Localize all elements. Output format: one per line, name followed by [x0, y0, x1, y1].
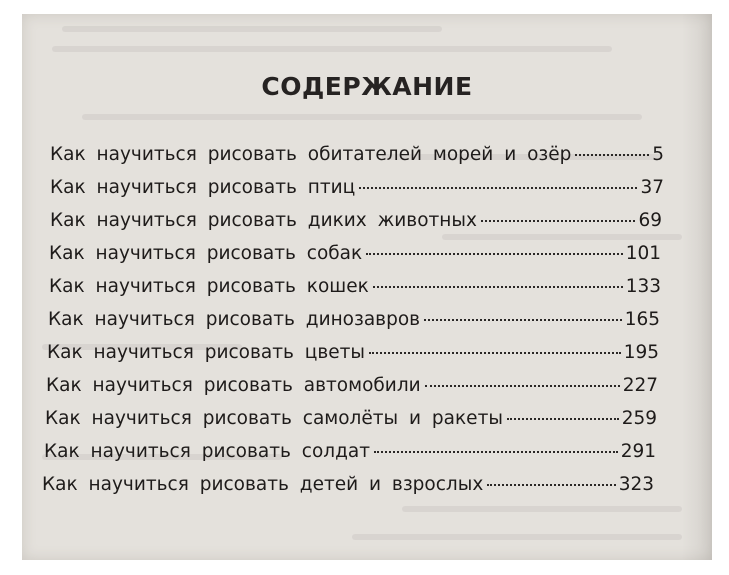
toc-entry-title: Как научиться рисовать детей и взрослых	[42, 474, 484, 495]
toc-entry-title: Как научиться рисовать обитателей морей и озёр	[50, 144, 572, 165]
toc-entry	[46, 373, 658, 399]
toc-entry	[45, 406, 657, 432]
dot-leader	[425, 385, 620, 387]
toc-entry	[50, 175, 664, 201]
toc-entry	[49, 274, 661, 300]
dot-leader	[369, 352, 621, 354]
toc-entry-page: 5	[652, 144, 664, 165]
toc-entry-page: 69	[638, 210, 662, 231]
toc-entry-page: 133	[625, 276, 661, 297]
dot-leader	[575, 154, 649, 156]
toc-entry-title: Как научиться рисовать самолёты и ракеты	[45, 408, 503, 429]
toc-entry	[42, 472, 654, 498]
toc-entry-page: 227	[622, 375, 658, 396]
toc-entry	[49, 241, 661, 267]
toc-entry-page: 101	[625, 243, 661, 264]
table-of-contents	[22, 14, 712, 560]
toc-entry	[50, 208, 662, 234]
toc-entry-title: Как научиться рисовать диких животных	[50, 210, 477, 231]
toc-entry-page: 37	[640, 177, 664, 198]
book-page	[22, 14, 712, 560]
toc-entry-page: 291	[620, 441, 656, 462]
toc-entry-title: Как научиться рисовать автомобили	[46, 375, 421, 396]
dot-leader	[366, 253, 623, 255]
toc-entry-title: Как научиться рисовать динозавров	[48, 309, 421, 330]
toc-entry-title: Как научиться рисовать цветы	[47, 342, 366, 363]
dot-leader	[373, 286, 623, 288]
dot-leader	[507, 418, 619, 420]
toc-entry-title: Как научиться рисовать собак	[49, 243, 363, 264]
dot-leader	[487, 484, 615, 486]
page-edge-shadow	[682, 14, 712, 560]
toc-entry-title: Как научиться рисовать птиц	[50, 177, 356, 198]
toc-entry	[47, 340, 659, 366]
dot-leader	[359, 187, 637, 189]
toc-entry	[44, 439, 656, 465]
toc-entry-page: 323	[618, 474, 654, 495]
toc-entry-page: 165	[624, 309, 660, 330]
dot-leader	[374, 451, 618, 453]
toc-entry-title: Как научиться рисовать кошек	[49, 276, 369, 297]
toc-entry-title: Как научиться рисовать солдат	[44, 441, 370, 462]
dot-leader	[424, 319, 622, 321]
dot-leader	[481, 220, 635, 222]
page-title: СОДЕРЖАНИЕ	[261, 72, 473, 101]
toc-entry-page: 259	[621, 408, 657, 429]
toc-entry-page: 195	[623, 342, 659, 363]
toc-entry	[50, 142, 664, 168]
toc-entry	[48, 307, 660, 333]
